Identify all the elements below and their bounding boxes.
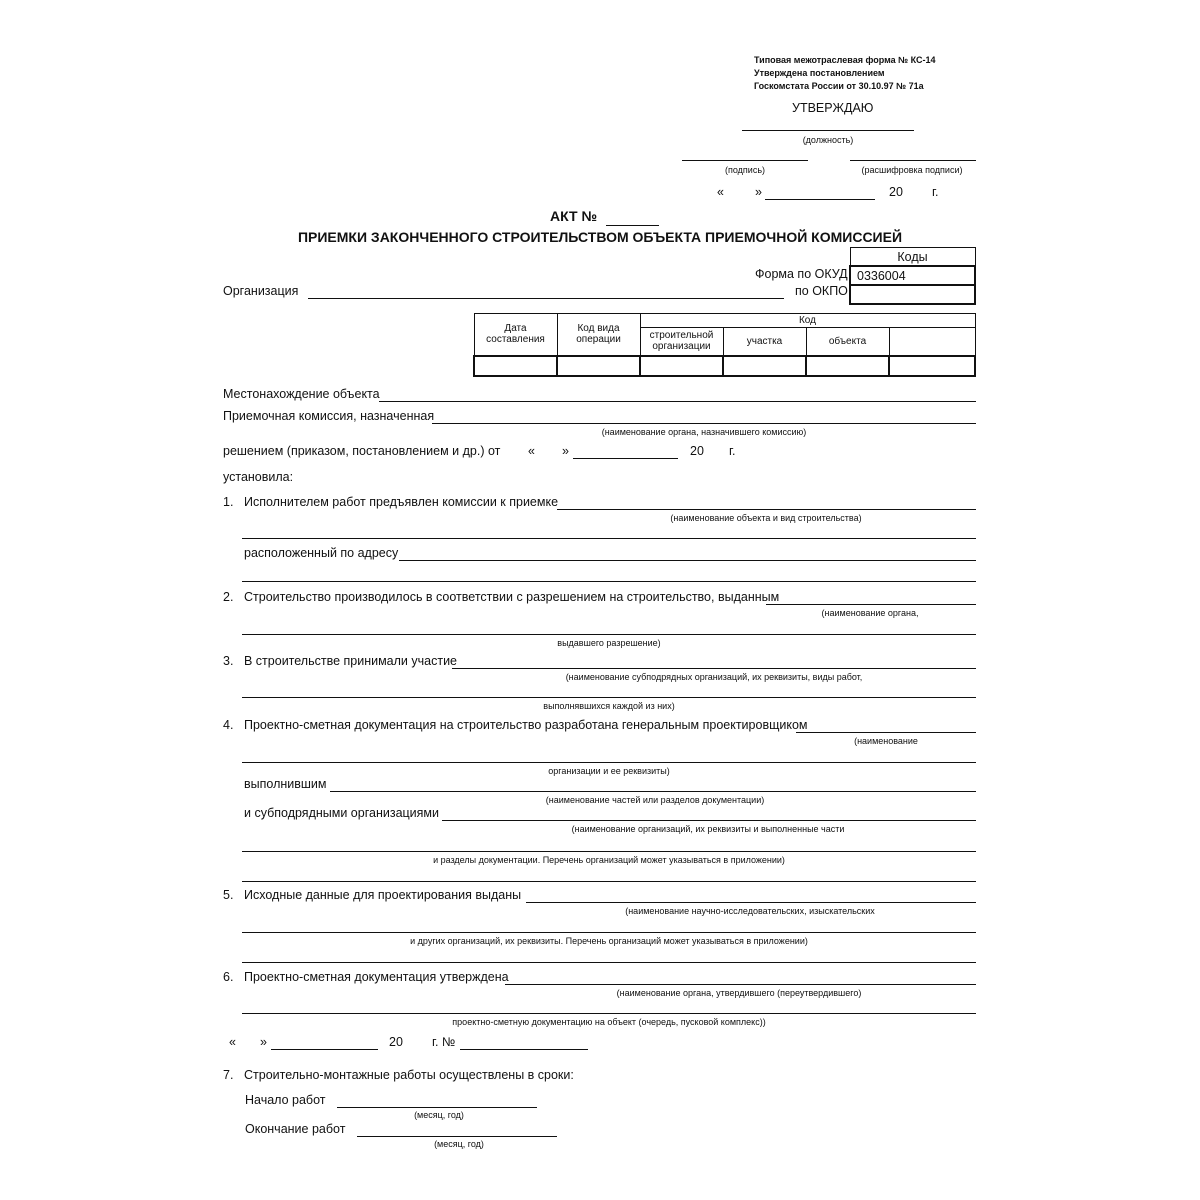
- organization-label: Организация: [223, 284, 299, 298]
- item1-line-2[interactable]: [242, 538, 976, 539]
- item4-label: Проектно-сметная документация на строительство разработана генеральным проектировщиком: [244, 718, 808, 732]
- item6-line-2[interactable]: [242, 1013, 976, 1014]
- decision-quote-close: »: [562, 444, 569, 458]
- item5-number: 5.: [223, 888, 234, 902]
- item4-caption-5: и разделы документации. Перечень организаций может указываться в приложении): [433, 855, 785, 865]
- codes-header: Коды: [850, 248, 975, 267]
- item2-line[interactable]: [766, 604, 976, 605]
- code-group-header: Код: [640, 314, 975, 328]
- item4-caption-2: организации и ее реквизиты): [548, 766, 670, 776]
- item5-line-3[interactable]: [242, 962, 976, 963]
- item1-line[interactable]: [557, 509, 976, 510]
- item1-number: 1.: [223, 495, 234, 509]
- decision-date-line[interactable]: [573, 458, 678, 459]
- item6-date-line[interactable]: [271, 1049, 378, 1050]
- item4-caption-1: (наименование: [854, 736, 918, 746]
- item4-subcontractors-line-3[interactable]: [242, 881, 976, 882]
- item2-caption-2: выдавшего разрешение): [557, 638, 661, 648]
- item7-label: Строительно-монтажные работы осуществлены в сроки:: [244, 1068, 574, 1082]
- blank-cell[interactable]: [889, 356, 975, 376]
- item1-caption: (наименование объекта и вид строительства): [670, 513, 862, 523]
- item1-address-line-2[interactable]: [242, 581, 976, 582]
- item6-caption-1: (наименование органа, утвердившего (переутвердившего): [616, 988, 862, 998]
- item1-address-label: расположенный по адресу: [244, 546, 399, 560]
- signature-decoding-line[interactable]: [850, 160, 976, 161]
- start-caption: (месяц, год): [414, 1110, 464, 1120]
- approve-year-suffix: г.: [932, 185, 939, 199]
- form-goskomstat-line: Госкомстата России от 30.10.97 № 71а: [754, 81, 924, 91]
- builder-cell[interactable]: [640, 356, 723, 376]
- item4-performed-line[interactable]: [330, 791, 976, 792]
- item6-number-label: г. №: [432, 1035, 456, 1049]
- item2-caption-1: (наименование органа,: [821, 608, 919, 618]
- signature-line[interactable]: [682, 160, 808, 161]
- item6-quote-close: »: [260, 1035, 267, 1049]
- decision-year-prefix: 20: [690, 444, 704, 458]
- item5-caption-1: (наименование научно-исследовательских, изыскательских: [625, 906, 875, 916]
- position-line[interactable]: [742, 130, 914, 131]
- end-caption: (месяц, год): [434, 1139, 484, 1149]
- item5-line[interactable]: [526, 902, 976, 903]
- established-label: установила:: [223, 470, 294, 484]
- item2-line-2[interactable]: [242, 634, 976, 635]
- object-cell[interactable]: [806, 356, 889, 376]
- commission-line[interactable]: [432, 423, 976, 424]
- item3-caption-2: выполнявшихся каждой из них): [543, 701, 675, 711]
- position-caption: (должность): [802, 135, 854, 145]
- item3-line-2[interactable]: [242, 697, 976, 698]
- approve-quote-open: «: [717, 185, 724, 199]
- end-line[interactable]: [357, 1136, 557, 1137]
- act-number-line[interactable]: [606, 225, 659, 226]
- item4-subcontractors-line[interactable]: [442, 820, 976, 821]
- location-line[interactable]: [379, 401, 976, 402]
- item3-label: В строительстве принимали участие: [244, 654, 458, 668]
- item4-line-2[interactable]: [242, 762, 976, 763]
- codes-table: [849, 247, 976, 305]
- approve-heading: УТВЕРЖДАЮ: [792, 101, 874, 115]
- start-label: Начало работ: [245, 1093, 326, 1107]
- item4-subcontractors-label: и субподрядными организациями: [244, 806, 440, 820]
- item6-line[interactable]: [505, 984, 976, 985]
- item6-number: 6.: [223, 970, 234, 984]
- approve-date-line[interactable]: [765, 199, 875, 200]
- start-line[interactable]: [337, 1107, 537, 1108]
- item6-label: Проектно-сметная документация утверждена: [244, 970, 509, 984]
- item6-year-prefix: 20: [389, 1035, 403, 1049]
- date-cell[interactable]: [474, 356, 557, 376]
- item5-line-2[interactable]: [242, 932, 976, 933]
- item4-line[interactable]: [796, 732, 976, 733]
- location-label: Местонахождение объекта: [223, 387, 380, 401]
- item6-number-line[interactable]: [460, 1049, 588, 1050]
- act-title: АКТ №: [550, 208, 598, 224]
- item4-performed-label: выполнившим: [244, 777, 327, 791]
- item1-address-line[interactable]: [399, 560, 976, 561]
- item4-number: 4.: [223, 718, 234, 732]
- form-approved-line: Утверждена постановлением: [754, 68, 885, 78]
- commission-caption: (наименование органа, назначившего комиссию): [601, 427, 807, 437]
- item6-caption-2: проектно-сметную документацию на объект (очередь, пусковой комплекс)): [452, 1017, 766, 1027]
- item4-caption-3: (наименование частей или разделов документации): [545, 795, 765, 805]
- item4-subcontractors-line-2[interactable]: [242, 851, 976, 852]
- end-label: Окончание работ: [245, 1122, 346, 1136]
- item3-line[interactable]: [452, 668, 976, 669]
- okpo-value[interactable]: [850, 285, 975, 304]
- item5-caption-2: и других организаций, их реквизиты. Перечень организаций может указываться в приложении): [410, 936, 808, 946]
- item3-caption-1: (наименование субподрядных организаций, их реквизиты, виды работ,: [565, 672, 863, 682]
- approve-year-prefix: 20: [889, 185, 903, 199]
- item4-caption-4: (наименование организаций, их реквизиты и выполненные части: [571, 824, 845, 834]
- organization-line[interactable]: [308, 298, 784, 299]
- okpo-label: по ОКПО: [795, 284, 848, 298]
- col-operation-header: Код вида операции: [557, 314, 640, 356]
- okud-label: Форма по ОКУД: [755, 267, 848, 281]
- item2-label: Строительство производилось в соответствии с разрешением на строительство, выданным: [244, 590, 780, 604]
- decision-label: решением (приказом, постановлением и др.) от: [223, 444, 501, 458]
- col-blank-header: [889, 328, 975, 356]
- approve-quote-close: »: [755, 185, 762, 199]
- col-object-header: объекта: [806, 328, 889, 356]
- signature-decoding-caption: (расшифровка подписи): [861, 165, 963, 175]
- decision-year-suffix: г.: [729, 444, 736, 458]
- okud-value[interactable]: 0336004: [850, 266, 975, 285]
- section-cell[interactable]: [723, 356, 806, 376]
- col-section-header: участка: [723, 328, 806, 356]
- col-builder-header: строительной организации: [640, 328, 723, 356]
- signature-caption: (подпись): [724, 165, 766, 175]
- item3-number: 3.: [223, 654, 234, 668]
- operation-cell[interactable]: [557, 356, 640, 376]
- item2-number: 2.: [223, 590, 234, 604]
- item7-number: 7.: [223, 1068, 234, 1082]
- commission-label: Приемочная комиссия, назначенная: [223, 409, 435, 423]
- act-subtitle: ПРИЕМКИ ЗАКОНЧЕННОГО СТРОИТЕЛЬСТВОМ ОБЪЕКТА ПРИЕМОЧНОЙ КОМИССИЕЙ: [297, 229, 903, 245]
- document-codes-grid: [473, 313, 976, 377]
- item6-quote-open: «: [229, 1035, 236, 1049]
- item1-label: Исполнителем работ предъявлен комиссии к приемке: [244, 495, 559, 509]
- col-date-header: Дата составления: [474, 314, 557, 356]
- item5-label: Исходные данные для проектирования выданы: [244, 888, 522, 902]
- decision-quote-open: «: [528, 444, 535, 458]
- form-type-line: Типовая межотраслевая форма № КС-14: [754, 55, 936, 65]
